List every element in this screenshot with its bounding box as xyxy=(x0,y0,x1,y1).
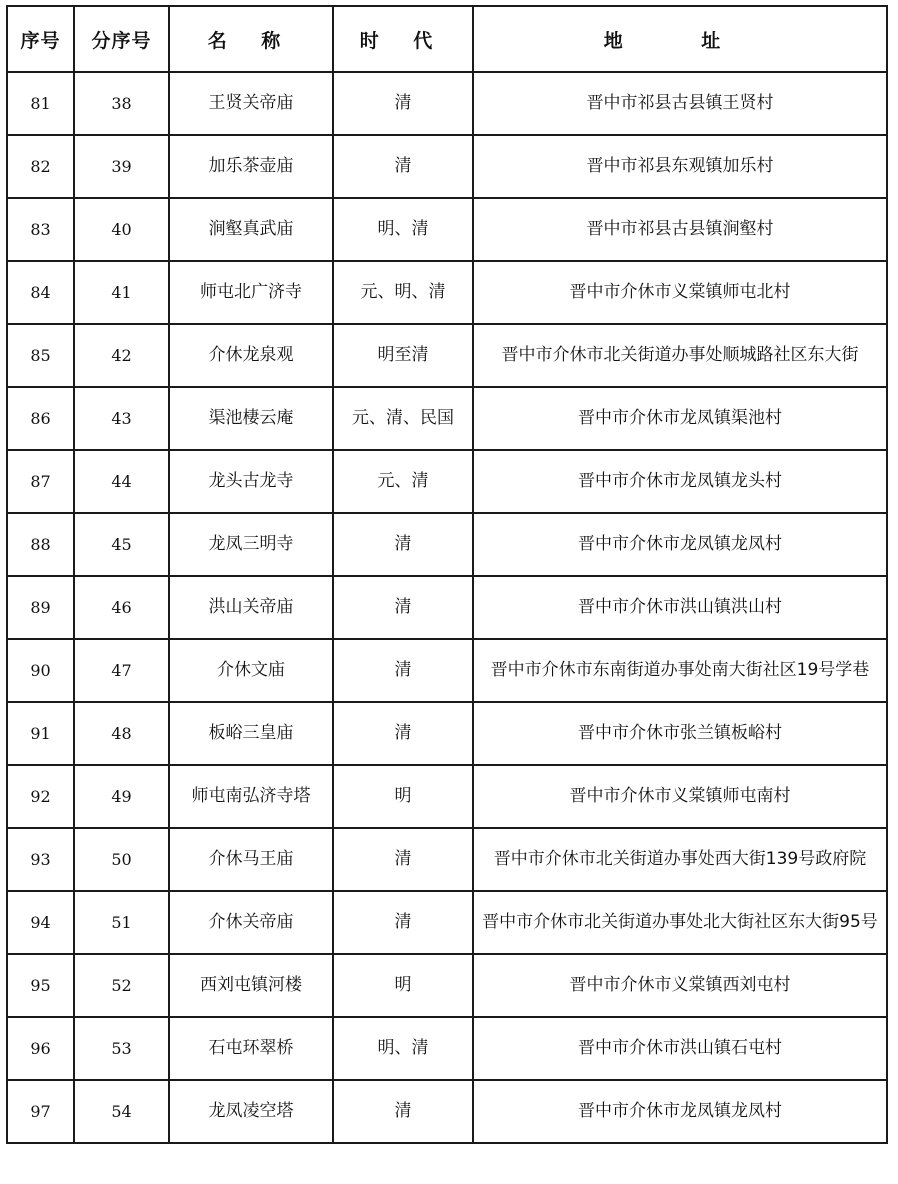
cell-era: 清 xyxy=(333,639,473,702)
header-name: 名 称 xyxy=(169,6,333,72)
cell-name: 渠池棲云庵 xyxy=(169,387,333,450)
cell-era: 清 xyxy=(333,828,473,891)
cell-sub-seq: 53 xyxy=(74,1017,169,1080)
cell-address: 晋中市介休市龙凤镇渠池村 xyxy=(473,387,887,450)
cell-address: 晋中市祁县古县镇涧壑村 xyxy=(473,198,887,261)
table-header-row xyxy=(7,6,887,72)
cell-seq: 94 xyxy=(7,891,74,954)
cell-seq: 93 xyxy=(7,828,74,891)
cell-address: 晋中市介休市北关街道办事处顺城路社区东大街 xyxy=(473,324,887,387)
cell-era: 明、清 xyxy=(333,198,473,261)
cell-address: 晋中市介休市东南街道办事处南大街社区19号学巷 xyxy=(473,639,887,702)
cell-name: 洪山关帝庙 xyxy=(169,576,333,639)
cell-address: 晋中市介休市义棠镇师屯北村 xyxy=(473,261,887,324)
cell-sub-seq: 43 xyxy=(74,387,169,450)
cell-era: 明 xyxy=(333,765,473,828)
cell-name: 师屯南弘济寺塔 xyxy=(169,765,333,828)
cell-era: 元、清、民国 xyxy=(333,387,473,450)
cell-name: 西刘屯镇河楼 xyxy=(169,954,333,1017)
table-row xyxy=(7,891,887,954)
cell-era: 清 xyxy=(333,1080,473,1143)
cell-address: 晋中市介休市义棠镇师屯南村 xyxy=(473,765,887,828)
table-row xyxy=(7,1017,887,1080)
cell-sub-seq: 47 xyxy=(74,639,169,702)
table-row xyxy=(7,954,887,1017)
cell-name: 加乐茶壶庙 xyxy=(169,135,333,198)
cell-sub-seq: 49 xyxy=(74,765,169,828)
cell-sub-seq: 41 xyxy=(74,261,169,324)
cell-address: 晋中市介休市义棠镇西刘屯村 xyxy=(473,954,887,1017)
table-row xyxy=(7,324,887,387)
cell-era: 清 xyxy=(333,891,473,954)
header-era: 时 代 xyxy=(333,6,473,72)
cell-seq: 88 xyxy=(7,513,74,576)
cell-era: 元、明、清 xyxy=(333,261,473,324)
cell-name: 介休关帝庙 xyxy=(169,891,333,954)
cell-seq: 92 xyxy=(7,765,74,828)
cell-sub-seq: 46 xyxy=(74,576,169,639)
cell-seq: 87 xyxy=(7,450,74,513)
cell-era: 明至清 xyxy=(333,324,473,387)
cell-address: 晋中市介休市龙凤镇龙凤村 xyxy=(473,1080,887,1143)
cell-name: 龙头古龙寺 xyxy=(169,450,333,513)
cell-era: 元、清 xyxy=(333,450,473,513)
cell-seq: 91 xyxy=(7,702,74,765)
table-row xyxy=(7,387,887,450)
cell-address: 晋中市介休市张兰镇板峪村 xyxy=(473,702,887,765)
cell-sub-seq: 51 xyxy=(74,891,169,954)
cell-address: 晋中市介休市龙凤镇龙头村 xyxy=(473,450,887,513)
table-row xyxy=(7,639,887,702)
cell-seq: 82 xyxy=(7,135,74,198)
cell-address: 晋中市祁县古县镇王贤村 xyxy=(473,72,887,135)
cell-name: 龙凤凌空塔 xyxy=(169,1080,333,1143)
cell-name: 介休龙泉观 xyxy=(169,324,333,387)
cell-seq: 97 xyxy=(7,1080,74,1143)
cell-era: 清 xyxy=(333,72,473,135)
header-address: 地 址 xyxy=(473,6,887,72)
cell-sub-seq: 50 xyxy=(74,828,169,891)
table-row xyxy=(7,765,887,828)
cell-name: 龙凤三明寺 xyxy=(169,513,333,576)
cell-era: 清 xyxy=(333,513,473,576)
cell-address: 晋中市祁县东观镇加乐村 xyxy=(473,135,887,198)
cell-sub-seq: 44 xyxy=(74,450,169,513)
cell-name: 王贤关帝庙 xyxy=(169,72,333,135)
cell-address: 晋中市介休市北关街道办事处西大街139号政府院 xyxy=(473,828,887,891)
table-row xyxy=(7,261,887,324)
cell-sub-seq: 39 xyxy=(74,135,169,198)
cell-name: 板峪三皇庙 xyxy=(169,702,333,765)
cell-seq: 83 xyxy=(7,198,74,261)
cell-sub-seq: 38 xyxy=(74,72,169,135)
table-row xyxy=(7,198,887,261)
cell-era: 明 xyxy=(333,954,473,1017)
table-row xyxy=(7,513,887,576)
cell-seq: 81 xyxy=(7,72,74,135)
table-row xyxy=(7,828,887,891)
cell-name: 介休马王庙 xyxy=(169,828,333,891)
cell-seq: 89 xyxy=(7,576,74,639)
cell-seq: 96 xyxy=(7,1017,74,1080)
cell-sub-seq: 48 xyxy=(74,702,169,765)
cell-sub-seq: 42 xyxy=(74,324,169,387)
table-row xyxy=(7,1080,887,1143)
cell-seq: 90 xyxy=(7,639,74,702)
cell-sub-seq: 45 xyxy=(74,513,169,576)
cell-era: 清 xyxy=(333,576,473,639)
table-row xyxy=(7,450,887,513)
cell-address: 晋中市介休市洪山镇洪山村 xyxy=(473,576,887,639)
cell-address: 晋中市介休市洪山镇石屯村 xyxy=(473,1017,887,1080)
cell-seq: 85 xyxy=(7,324,74,387)
table-row xyxy=(7,72,887,135)
cell-name: 涧壑真武庙 xyxy=(169,198,333,261)
header-seq: 序号 xyxy=(7,6,74,72)
cell-era: 清 xyxy=(333,135,473,198)
cell-address: 晋中市介休市龙凤镇龙凤村 xyxy=(473,513,887,576)
cell-sub-seq: 40 xyxy=(74,198,169,261)
cell-seq: 84 xyxy=(7,261,74,324)
heritage-sites-table xyxy=(6,5,888,1144)
header-sub-seq: 分序号 xyxy=(74,6,169,72)
table-body xyxy=(7,72,887,1143)
table-row xyxy=(7,576,887,639)
cell-seq: 86 xyxy=(7,387,74,450)
cell-sub-seq: 54 xyxy=(74,1080,169,1143)
cell-era: 清 xyxy=(333,702,473,765)
cell-name: 师屯北广济寺 xyxy=(169,261,333,324)
cell-name: 介休文庙 xyxy=(169,639,333,702)
cell-era: 明、清 xyxy=(333,1017,473,1080)
cell-sub-seq: 52 xyxy=(74,954,169,1017)
cell-name: 石屯环翠桥 xyxy=(169,1017,333,1080)
cell-seq: 95 xyxy=(7,954,74,1017)
cell-address: 晋中市介休市北关街道办事处北大街社区东大街95号 xyxy=(473,891,887,954)
table-row xyxy=(7,702,887,765)
table-row xyxy=(7,135,887,198)
